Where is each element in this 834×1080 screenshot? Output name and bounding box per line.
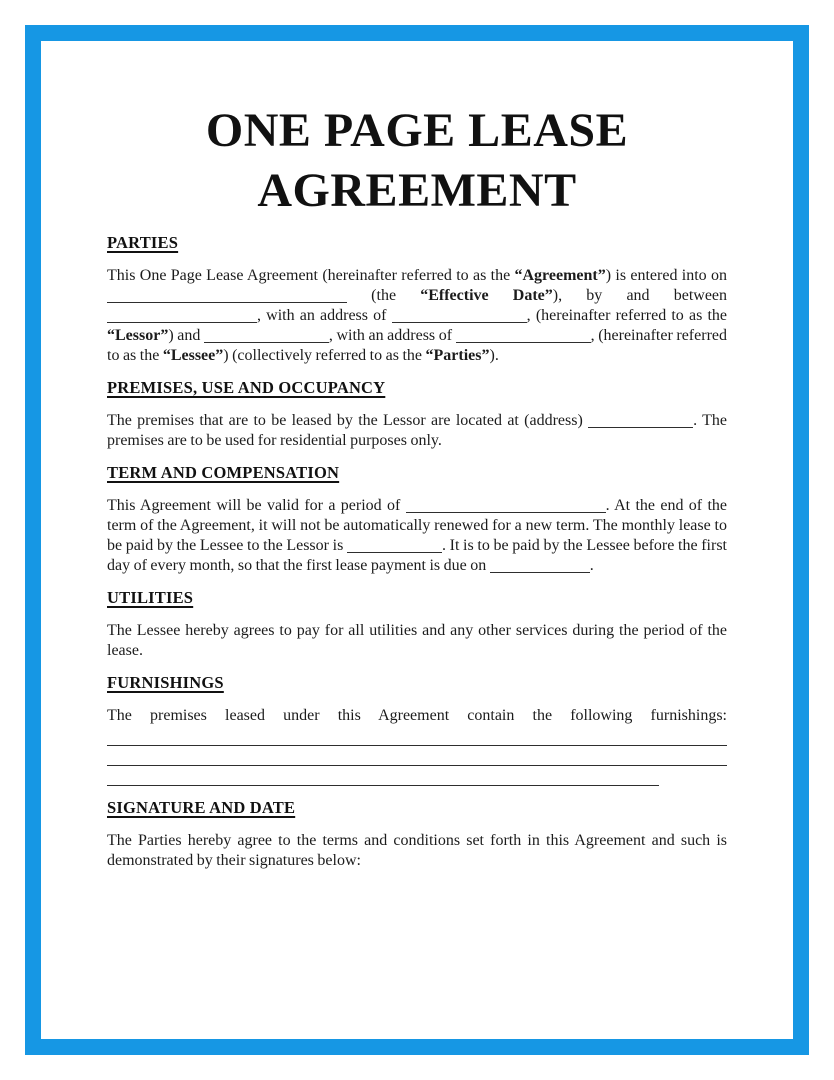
section-body bbox=[107, 621, 727, 661]
fill-in-blank bbox=[490, 560, 590, 573]
document-title bbox=[107, 101, 727, 221]
paragraph: The Parties hereby agree to the terms and conditions set forth in this Agreement and such is demonstrated by their signatures below: bbox=[107, 832, 727, 869]
lease-document-page bbox=[41, 41, 793, 1039]
bold-term: “Agreement” bbox=[514, 267, 606, 284]
section-heading: TERM AND COMPENSATION bbox=[107, 463, 340, 482]
bold-term: “Effective Date” bbox=[420, 287, 553, 304]
section-body bbox=[107, 411, 727, 451]
section-body bbox=[107, 706, 727, 786]
document-section bbox=[107, 673, 727, 786]
document-section bbox=[107, 233, 727, 366]
paragraph: The premises leased under this Agreement contain the following furnishings: bbox=[107, 707, 727, 724]
fill-in-line bbox=[107, 746, 727, 766]
fill-in-blank bbox=[107, 310, 257, 323]
document-sections bbox=[107, 233, 727, 871]
fill-in-blank bbox=[392, 310, 527, 323]
section-heading: PREMISES, USE AND OCCUPANCY bbox=[107, 378, 386, 397]
document-section bbox=[107, 588, 727, 661]
paragraph: The premises that are to be leased by the Lessor are located at (address) . The premises are to be used for residential purposes only. bbox=[107, 412, 727, 449]
section-body bbox=[107, 831, 727, 871]
document-section bbox=[107, 798, 727, 871]
section-heading: PARTIES bbox=[107, 233, 179, 252]
paragraph: This Agreement will be valid for a period of . At the end of the term of the Agreement, it will not be automatically renewed for a new term. The monthly lease to be paid by the Lessee to the Lessor is . It is to be paid by the Lessee before the first day of every month, so that the first lease payment is due on . bbox=[107, 497, 728, 574]
fill-in-line bbox=[107, 726, 727, 746]
bold-term: “Parties” bbox=[425, 347, 490, 364]
paragraph: The Lessee hereby agrees to pay for all utilities and any other services during the period of the lease. bbox=[107, 622, 727, 659]
fill-in-blank bbox=[107, 290, 347, 303]
fill-in-blank bbox=[456, 330, 591, 343]
fill-in-blank bbox=[347, 540, 442, 553]
bold-term: “Lessee” bbox=[162, 347, 224, 364]
page-border-frame bbox=[25, 25, 809, 1055]
section-body bbox=[107, 496, 727, 576]
section-body bbox=[107, 266, 727, 366]
fill-in-blank bbox=[204, 330, 329, 343]
section-heading: SIGNATURE AND DATE bbox=[107, 798, 296, 817]
fill-in-blank bbox=[588, 415, 693, 428]
document-section bbox=[107, 463, 727, 576]
document-section bbox=[107, 378, 727, 451]
document-title-line1: ONE PAGE LEASE bbox=[205, 104, 629, 157]
bold-term: “Lessor” bbox=[107, 327, 169, 344]
paragraph: This One Page Lease Agreement (hereinafter referred to as the “Agreement”) is entered into on (the “Effective Date”), by and between , with an address of , (hereinafter referred to as the “Lessor”) and , with an address of , (hereinafter referred to as the “Lessee”) (collectively referred to as the “Parties”). bbox=[107, 267, 728, 364]
fill-in-line bbox=[107, 766, 659, 786]
document-title-line2: AGREEMENT bbox=[257, 164, 577, 217]
section-heading: FURNISHINGS bbox=[107, 673, 224, 692]
fill-in-blank bbox=[406, 500, 606, 513]
section-heading: UTILITIES bbox=[107, 588, 194, 607]
